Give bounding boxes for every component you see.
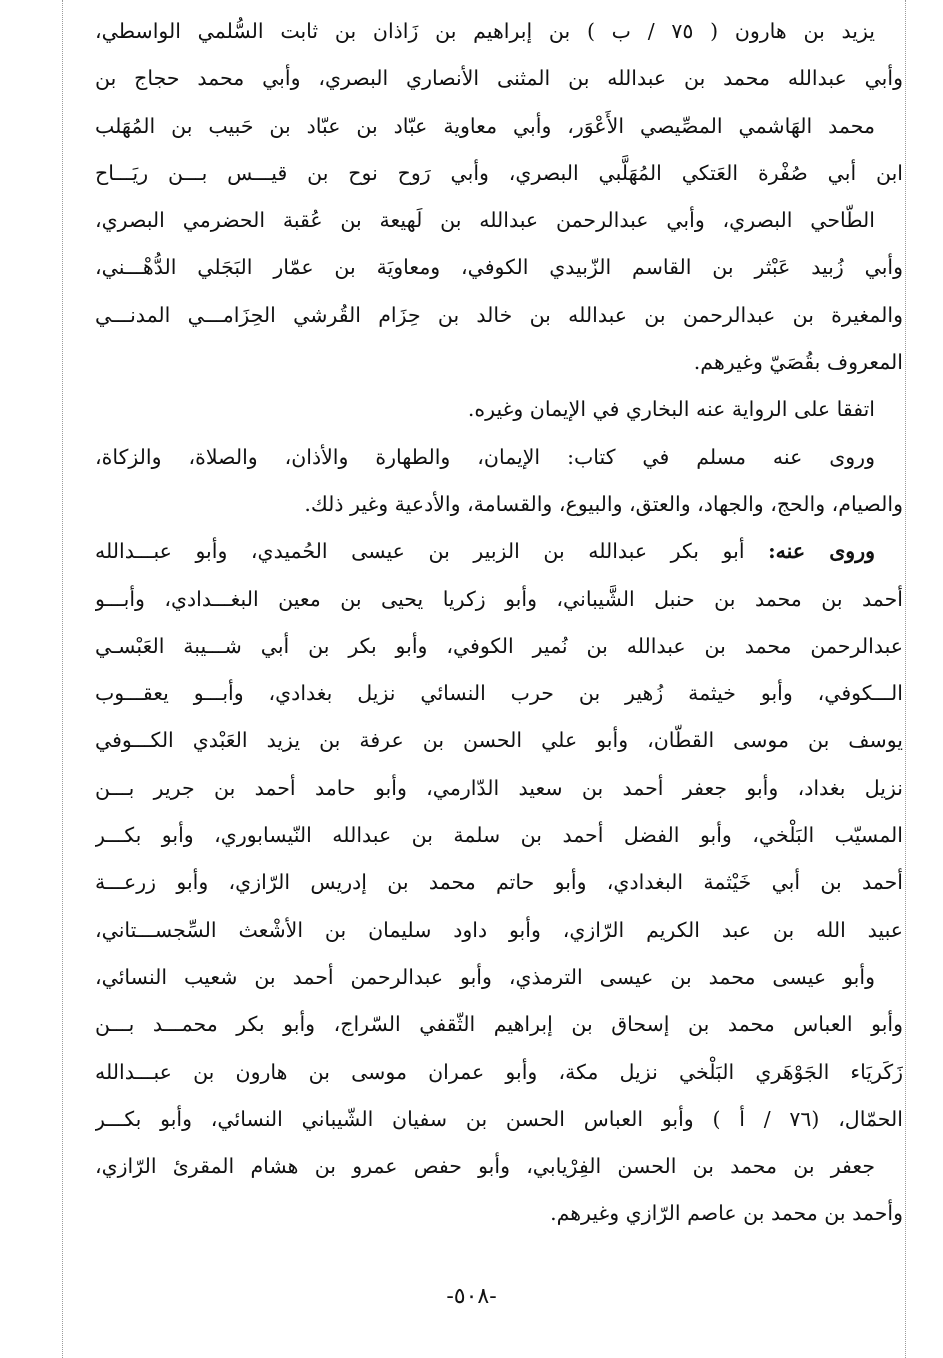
text-line	[95, 528, 903, 575]
line-text: والمغيرة بن عبدالرحمن بن عبدالله بن خالد بن حِزَام القُرشي الحِزَامـــي المدنـــي	[95, 302, 903, 327]
text-line	[95, 1001, 903, 1048]
line-text: وأبي زُبيد عَبْثر بن القاسم الزّبيدي الكوفي، ومعاويَة بن عمّار البَجَلي الدُّهْـــني،	[95, 255, 903, 280]
section-heading: وروى عنه:	[768, 539, 876, 564]
line-text: نزيل بغداد، وأبو جعفر أحمد بن سعيد الدّارمي، وأبو حامد أحمد بن جرير بـــن	[95, 775, 903, 800]
text-line	[95, 1049, 903, 1096]
text-line	[95, 150, 903, 197]
text-line	[95, 55, 903, 102]
line-text: زَكَريَاء الجَوْهَري البَلْخي نزيل مكة، وأبو عمران موسى بن هارون بن عبـــدالله	[95, 1059, 903, 1084]
line-text: جعفر بن محمد بن الحسن الفِرْيابي، وأبو حفص عمرو بن هشام المقرئ الرّازي،	[95, 1154, 875, 1179]
scan-margin-right	[905, 0, 906, 1358]
document-body	[95, 8, 903, 1238]
scan-margin-left	[62, 0, 63, 1358]
line-text: ابن أبي صُفْرة العَتكي المُهَلَّبي البصري، وأبي رَوح نوح بن قيـــس بـــن ريَـــاح	[95, 160, 903, 185]
text-line	[95, 954, 903, 1001]
text-line	[95, 859, 903, 906]
line-text: وأبو العباس محمد بن إسحاق بن إبراهيم الثّقفي السّراج، وأبو بكر محمـــد بـــن	[95, 1012, 903, 1037]
line-text: المعروف بقُصَيّ وغيرهم.	[693, 350, 903, 375]
text-line	[95, 907, 903, 954]
text-line	[95, 197, 903, 244]
text-line	[95, 765, 903, 812]
line-text: أبو بكر عبدالله بن الزبير بن عيسى الحُميدي، وأبو عبـــدالله	[95, 539, 769, 564]
text-line	[95, 1143, 903, 1190]
text-line	[95, 103, 903, 150]
page-number: -٥٠٨-	[446, 1284, 497, 1309]
line-text: عبيد الله بن عبد الكريم الرّازي، وأبو داود سليمان بن الأشْعث السِّجســـتاني،	[95, 917, 903, 942]
line-text: أحمد بن محمد بن حنبل الشَّيباني، وأبو زكريا يحيى بن معين البغـــدادي، وأبـــو	[95, 586, 903, 611]
text-line	[95, 812, 903, 859]
line-text: الحمّال، (٧٦ / أ ) وأبو العباس الحسن بن سفيان الشّيباني النسائي، وأبو بكـــر	[95, 1106, 903, 1131]
line-text: يزيد بن هارون ( ٧٥ / ب ) بن إبراهيم بن زَاذان بن ثابت السُّلمي الواسطي،	[95, 19, 875, 43]
text-line	[95, 434, 903, 481]
text-line	[95, 481, 903, 528]
line-text: وأبي عبدالله محمد بن عبدالله بن المثنى الأنصاري البصري، وأبي محمد حجاج بن	[95, 66, 903, 91]
line-text: محمد الهَاشمي المصِّيصي الأَعْوَر، وأبي معاوية عبّاد بن عبّاد بن حَبيب بن المُهَلب	[95, 113, 875, 138]
text-line	[95, 717, 903, 764]
line-text: وأحمد بن محمد بن عاصم الرّازي وغيرهم.	[550, 1201, 903, 1226]
line-text: عبدالرحمن محمد بن عبدالله بن نُمير الكوفي، وأبو بكر بن أبي شـــيبة العَبْسـي	[95, 633, 903, 658]
line-text: وروى عنه مسلم في كتاب: الإيمان، والطهارة والأذان، والصلاة، والزكاة،	[95, 444, 875, 469]
text-line	[95, 1096, 903, 1143]
line-text: أحمد بن أبي خَيْثمة البغدادي، وأبو حاتم محمد بن إدريس الرّازي، وأبو زرعـــة	[95, 870, 903, 895]
line-text: الطّاحي البصري، وأبي عبدالرحمن عبدالله بن لَهيعة بن عُقبة الحضرمي البصري،	[95, 208, 875, 233]
line-text: وأبو عيسى محمد بن عيسى الترمذي، وأبو عبدالرحمن أحمد بن شعيب النسائي،	[95, 964, 875, 989]
line-text: المسيّب البَلْخي، وأبو الفضل أحمد بن سلمة بن عبدالله النّيسابوري، وأبو بكـــر	[95, 823, 903, 848]
text-line	[95, 292, 903, 339]
text-line	[95, 623, 903, 670]
line-text: والصيام، والحج، والجهاد، والعتق، والبيوع، والقسامة، والأدعية وغير ذلك.	[304, 491, 903, 516]
text-line	[95, 576, 903, 623]
text-line	[95, 339, 903, 386]
text-line	[95, 8, 903, 55]
text-line	[95, 244, 903, 291]
text-line	[95, 670, 903, 717]
line-text: يوسف بن موسى القطّان، وأبو علي الحسن بن عرفة بن يزيد العَبْدي الكـــوفي	[95, 728, 903, 753]
line-text: اتفقا على الرواية عنه البخاري في الإيمان وغيره.	[467, 397, 875, 422]
line-text: الـــكوفي، وأبو خيثمة زُهير بن حرب النسائي نزيل بغدادي، وأبـــو يعقـــوب	[95, 681, 903, 706]
text-line	[95, 1190, 903, 1237]
text-line	[95, 386, 903, 433]
